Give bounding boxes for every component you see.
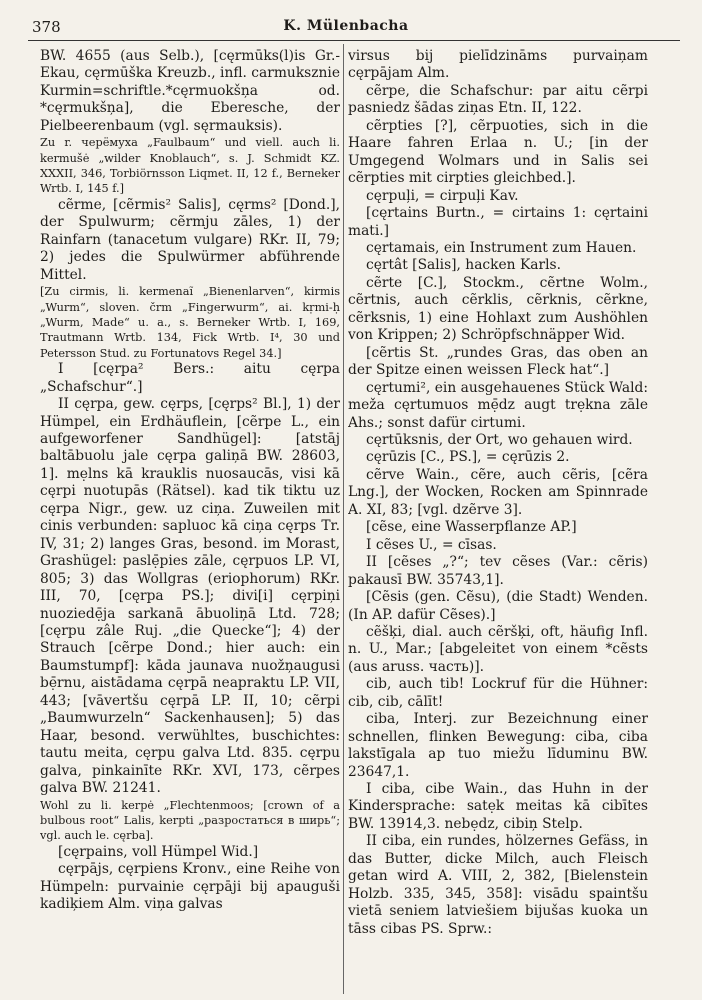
right-column xyxy=(348,48,648,994)
dictionary-entry: [Cẽsis (gen. Cẽsu), (die Stadt) Wenden. (In AP. dafür Cẽses).] xyxy=(348,589,648,623)
dictionary-entry: cęrpājs, cęrpiens Kronv., eine Reihe von Hümpeln: purvainie cęrpāji bij apauguši kadiķiem Alm. viņa galvas xyxy=(40,861,340,913)
dictionary-entry: cẽrte [C.], Stockm., cẽrtne Wolm., cẽrtnis, auch cẽrklis, cẽrknis, cẽrkne, cẽrksnis, 1) eine Hohlaxt zum Aushöhlen von Krippen; 2) Schröpfschnäpper Wid. xyxy=(348,274,648,344)
dictionary-entry: cęrtât [Salis], hacken Karls. xyxy=(366,257,561,274)
dictionary-entry: cęrtumi², ein ausgehauenes Stück Wald: meža cęrtumuos mẹ̄dz augt trẹkna zāle Ahs.; sonst dafür cirtumi. xyxy=(348,379,648,431)
page-number: 378 xyxy=(32,18,61,36)
dictionary-entry: [cęrpains, voll Hümpel Wid.] xyxy=(58,843,259,860)
dictionary-entry: II ciba, ein rundes, hölzernes Gefäss, in das Butter, dicke Milch, auch Fleisch getan wird A. VIII, 2, 382, [Bielenstein Holzb. 335, 345, 358]: visādu spaintšu vietā seniem latviešiem bijušas kuoka un tāss cibas PS. Sprw.: xyxy=(348,833,648,937)
dictionary-entry: cęrūzis [C., PS.], = cęrūzis 2. xyxy=(366,449,570,466)
running-title: K. Mülenbacha xyxy=(283,18,409,34)
dictionary-entry: [cęrtains Burtn., = cirtains 1: cęrtaini mati.] xyxy=(348,205,648,239)
dictionary-entry: [cẽrtis St. „rundes Gras, das oben an der Spitze einen weissen Fleck hat“.] xyxy=(348,344,648,379)
dictionary-entry: II [cẽses „?“; tev cẽses (Var.: cẽris) pakausī BW. 35743,1]. xyxy=(348,554,648,588)
dictionary-entry: BW. 4655 (aus Selb.), [cęrmūks(l)is Gr.-Ekau, cęrmūška Kreuzb., infl. carmuksznie Kurmin=schriftle.*cęrmuokšņa od. *cęrmukšņa], die Eberesche, der Pielbeerenbaum (vgl. sęrmauksis). xyxy=(40,48,340,134)
dictionary-entry: cęrtūksnis, der Ort, wo gehauen wird. xyxy=(366,431,633,448)
dictionary-entry: cẽrpties [?], cẽrpuoties, sich in die Haare fahren Erlaa n. U.; [in der Umgegend Wolmars und in Salis sei cẽrpties mit cirpties gleichbed.]. xyxy=(348,117,648,187)
dictionary-entry: cęrtamais, ein Instrument zum Hauen. xyxy=(366,239,637,256)
dictionary-entry: cẽšķi, dial. auch cẽršķi, oft, häufig Infl. n. U., Mar.; [abgeleitet von einem *cẽsts (aus aruss. часть)]. xyxy=(348,623,648,675)
column-divider xyxy=(343,44,344,994)
dictionary-entry: II cęrpa, gew. cęrps, [cęrps² Bl.], 1) der Hümpel, ein Erdhäuflein, [cẽrpe L., ein aufgeworfener Sandhügel]: [atstāj baltābuolu jale cęrpa galiņā BW. 28603, 1]. mẹlns kā krauklis nuosaucās, visi kā cęrpi nuotupās (Rätsel). kad tik tiktu uz cęrpa Nigr., gew. uz ciņa. Zuweilen mit cinis verbunden: sapluoc kā ciņa cęrps Tr. IV, 31; 2) langes Gras, besond. im Morast, Grashügel: paslẹ̄pies zāle, cęrpuos LP. VI, 805; 3) das Wollgras (eriophorum) RKr. III, 70, [cęrpa PS.]; divi[i] cęrpiņi nuoziedẹ̄ja sarkanā ābuoliņā Ltd. 728; [cęrpu zâle Ruj. „die Quecke“]; 4) der Strauch [cẽrpe Dond.; hier auch: ein Baumstumpf]: kāda jaunava nuožņaugusi bẹ̄rnu, aistādama cęrpā neapraktu LP. VII, 443; [vāvertšu cęrpā LP. II, 10; cẽrpi „Baumwurzeln“ Sackenhausen]; 5) das Haar, besond. verwühltes, buschichtes: tautu meita, cęrpu galva Ltd. 835. cęrpu galva, pinkainīte RKr. XVI, 173, cẽrpes galva BW. 21241. xyxy=(40,396,340,797)
header-rule xyxy=(28,40,680,41)
dictionary-entry: virsus bij pielīdzināms purvaiņam cęrpājam Alm. xyxy=(348,48,648,82)
dictionary-entry: cęrpuļi, = cirpuļi Kav. xyxy=(366,187,519,204)
dictionary-entry: Wohl zu li. kerpė „Flechtenmoos; [crown of a bulbous root“ Lalis, kerpti „разростаться в ширь“; vgl. auch le. cęrba]. xyxy=(40,798,340,843)
dictionary-entry: [cẽse, eine Wasserpflanze AP.] xyxy=(366,519,577,536)
dictionary-entry: I [cęrpa² Bers.: aitu cęrpa „Schafschur“.] xyxy=(40,361,340,395)
dictionary-entry: I ciba, cibe Wain., das Huhn in der Kindersprache: satẹk meitas kā cibītes BW. 13914,3. nebẹdz, cibiņ Stelp. xyxy=(348,781,648,832)
dictionary-entry: cẽrve Wain., cẽre, auch cẽris, [cẽra Lng.], der Wocken, Rocken am Spinnrade A. XI, 83; [vgl. dzẽrve 3]. xyxy=(348,466,648,518)
dictionary-entry: ciba, Interj. zur Bezeichnung einer schnellen, flinken Bewegung: ciba, ciba lakstīgala ap tuo miežu līduminu BW. 23647,1. xyxy=(348,711,648,780)
dictionary-entry: cẽrme, [cẽrmis² Salis], cęrms² [Dond.], der Spulwurm; cẽrmju zāles, 1) der Rainfarn (tanacetum vulgare) RKr. II, 79; 2) jedes die Spulwürmer abführende Mittel. xyxy=(40,196,340,283)
dictionary-entry: Zu r. черёмуха „Faulbaum“ und viell. auch li. kermušė „wilder Knoblauch“, s. J. Schmidt KZ. XXXII, 346, Torbiörnsson Liqmet. II, 12 f., Berneker Wrtb. I, 145 f.] xyxy=(40,136,340,196)
page-header xyxy=(12,14,680,40)
dictionary-entry: cẽrpe, die Schafschur: par aitu cẽrpi pasniedz šādas ziņas Etn. II, 122. xyxy=(348,82,648,117)
dictionary-entry: cib, auch tib! Lockruf für die Hühner: cib, cib, cālīt! xyxy=(348,676,648,710)
dictionary-entry: I cẽses U., = cīsas. xyxy=(366,536,497,553)
left-column xyxy=(40,48,340,994)
dictionary-entry: [Zu cirmis, li. kermenaĩ „Bienenlarven“, kirmis „Wurm“, sloven. črm „Fingerwurm“, ai. kṛmi-ḥ „Wurm, Made“ u. a., s. Berneker Wrtb. I, 169, Trautmann Wrtb. 134, Fick Wrtb. I⁴, 30 und Petersson Stud. zu Fortunatovs Regel 34.] xyxy=(40,285,340,360)
